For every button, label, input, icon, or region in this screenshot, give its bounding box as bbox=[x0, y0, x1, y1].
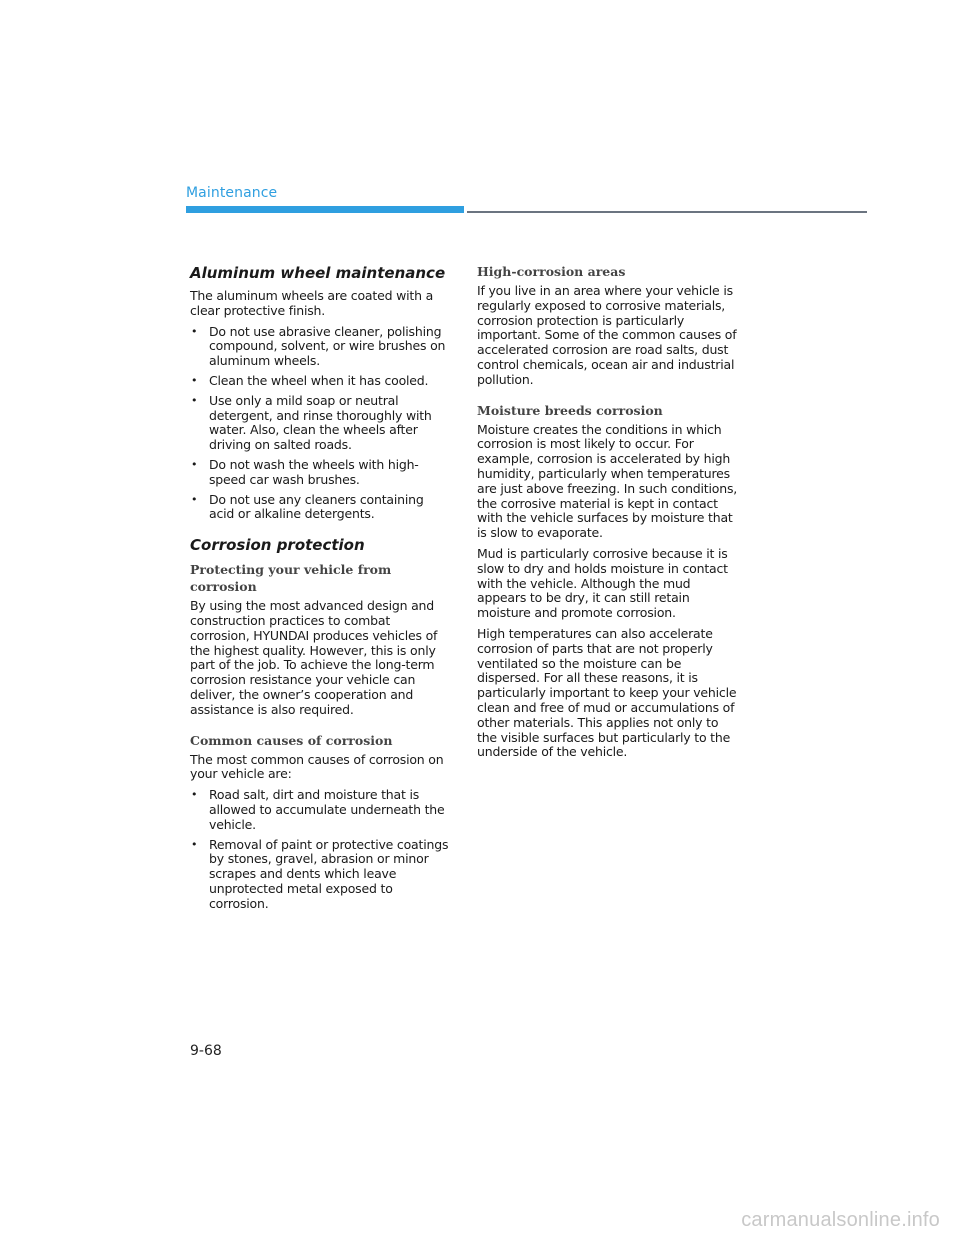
aluminum-intro: The aluminum wheels are coated with a clear protective finish. bbox=[190, 288, 434, 318]
page-number: 9-68 bbox=[190, 1043, 222, 1059]
causes-bullet-list bbox=[190, 788, 452, 911]
corrosion-protection-heading: Corrosion protection bbox=[190, 536, 365, 555]
protecting-text: By using the most advanced design and construction practices to combat corrosion, HYUNDAI produces vehicles of the highest quality. However, this is only part of the job. To achieve the long-term corrosion resistance your vehicle can deliver, the owner’s cooperation and assistance is also required. bbox=[190, 598, 438, 717]
moisture-paragraph-3: High temperatures can also accelerate corrosion of parts that are not properly ventilated so the moisture can be dispersed. For all these reasons, it is particularly important to keep your vehicle clean and free of mud or accumulations of other materials. This applies not only to the visible surfaces but particularly to the underside of the vehicle. bbox=[477, 625, 737, 760]
list-item: • Use only a mild soap or neutral detergent, and rinse thoroughly with water. Also, clean the wheels after driving on salted roads. bbox=[190, 394, 452, 453]
common-causes-subheading: Common causes of corrosion bbox=[190, 732, 393, 748]
moisture-paragraph-1: Moisture creates the conditions in which corrosion is most likely to occur. For example, corrosion is accelerated by high humidity, particularly when temperatures are just above freezing. In such conditions, the corrosive material is kept in contact with the vehicle surfaces by moisture that is slow to evaporate. bbox=[477, 421, 738, 541]
right-column bbox=[477, 263, 739, 766]
list-item: • Do not use any cleaners containing acid or alkaline detergents. bbox=[190, 493, 452, 523]
list-item: • Removal of paint or protective coatings by stones, gravel, abrasion or minor scrapes and dents which leave unprotected metal exposed to corrosion. bbox=[190, 838, 452, 912]
header-accent-bar bbox=[186, 206, 464, 213]
causes-intro: The most common causes of corrosion on your vehicle are: bbox=[190, 751, 444, 782]
list-item: • Do not use abrasive cleaner, polishing compound, solvent, or wire brushes on aluminum wheels. bbox=[190, 325, 452, 369]
list-item: • Do not wash the wheels with high-speed car wash brushes. bbox=[190, 458, 452, 488]
header-divider bbox=[467, 211, 867, 213]
moisture-subheading: Moisture breeds corrosion bbox=[477, 402, 663, 418]
aluminum-wheel-heading: Aluminum wheel maintenance bbox=[190, 264, 446, 282]
aluminum-bullet-list bbox=[190, 325, 452, 523]
high-corrosion-text: If you live in an area where your vehicle is regularly exposed to corrosive materials, corrosion protection is particularly important. Some of the common causes of accelerated corrosion are road salts, dust control chemicals, ocean air and industrial pollution. bbox=[477, 283, 737, 387]
list-item: • Clean the wheel when it has cooled. bbox=[190, 374, 452, 389]
watermark: carmanualsonline.info bbox=[741, 1209, 940, 1231]
left-column bbox=[190, 263, 452, 917]
protecting-subheading: Protecting your vehicle from corrosion bbox=[190, 562, 392, 595]
high-corrosion-subheading: High-corrosion areas bbox=[477, 264, 626, 279]
list-item: • Road salt, dirt and moisture that is allowed to accumulate underneath the vehicle. bbox=[190, 788, 452, 832]
section-header: Maintenance bbox=[186, 185, 278, 201]
moisture-paragraph-2: Mud is particularly corrosive because it is slow to dry and holds moisture in contact with the vehicle. Although the mud appears to be dry, it can still retain moisture and promote corrosion. bbox=[477, 545, 728, 621]
